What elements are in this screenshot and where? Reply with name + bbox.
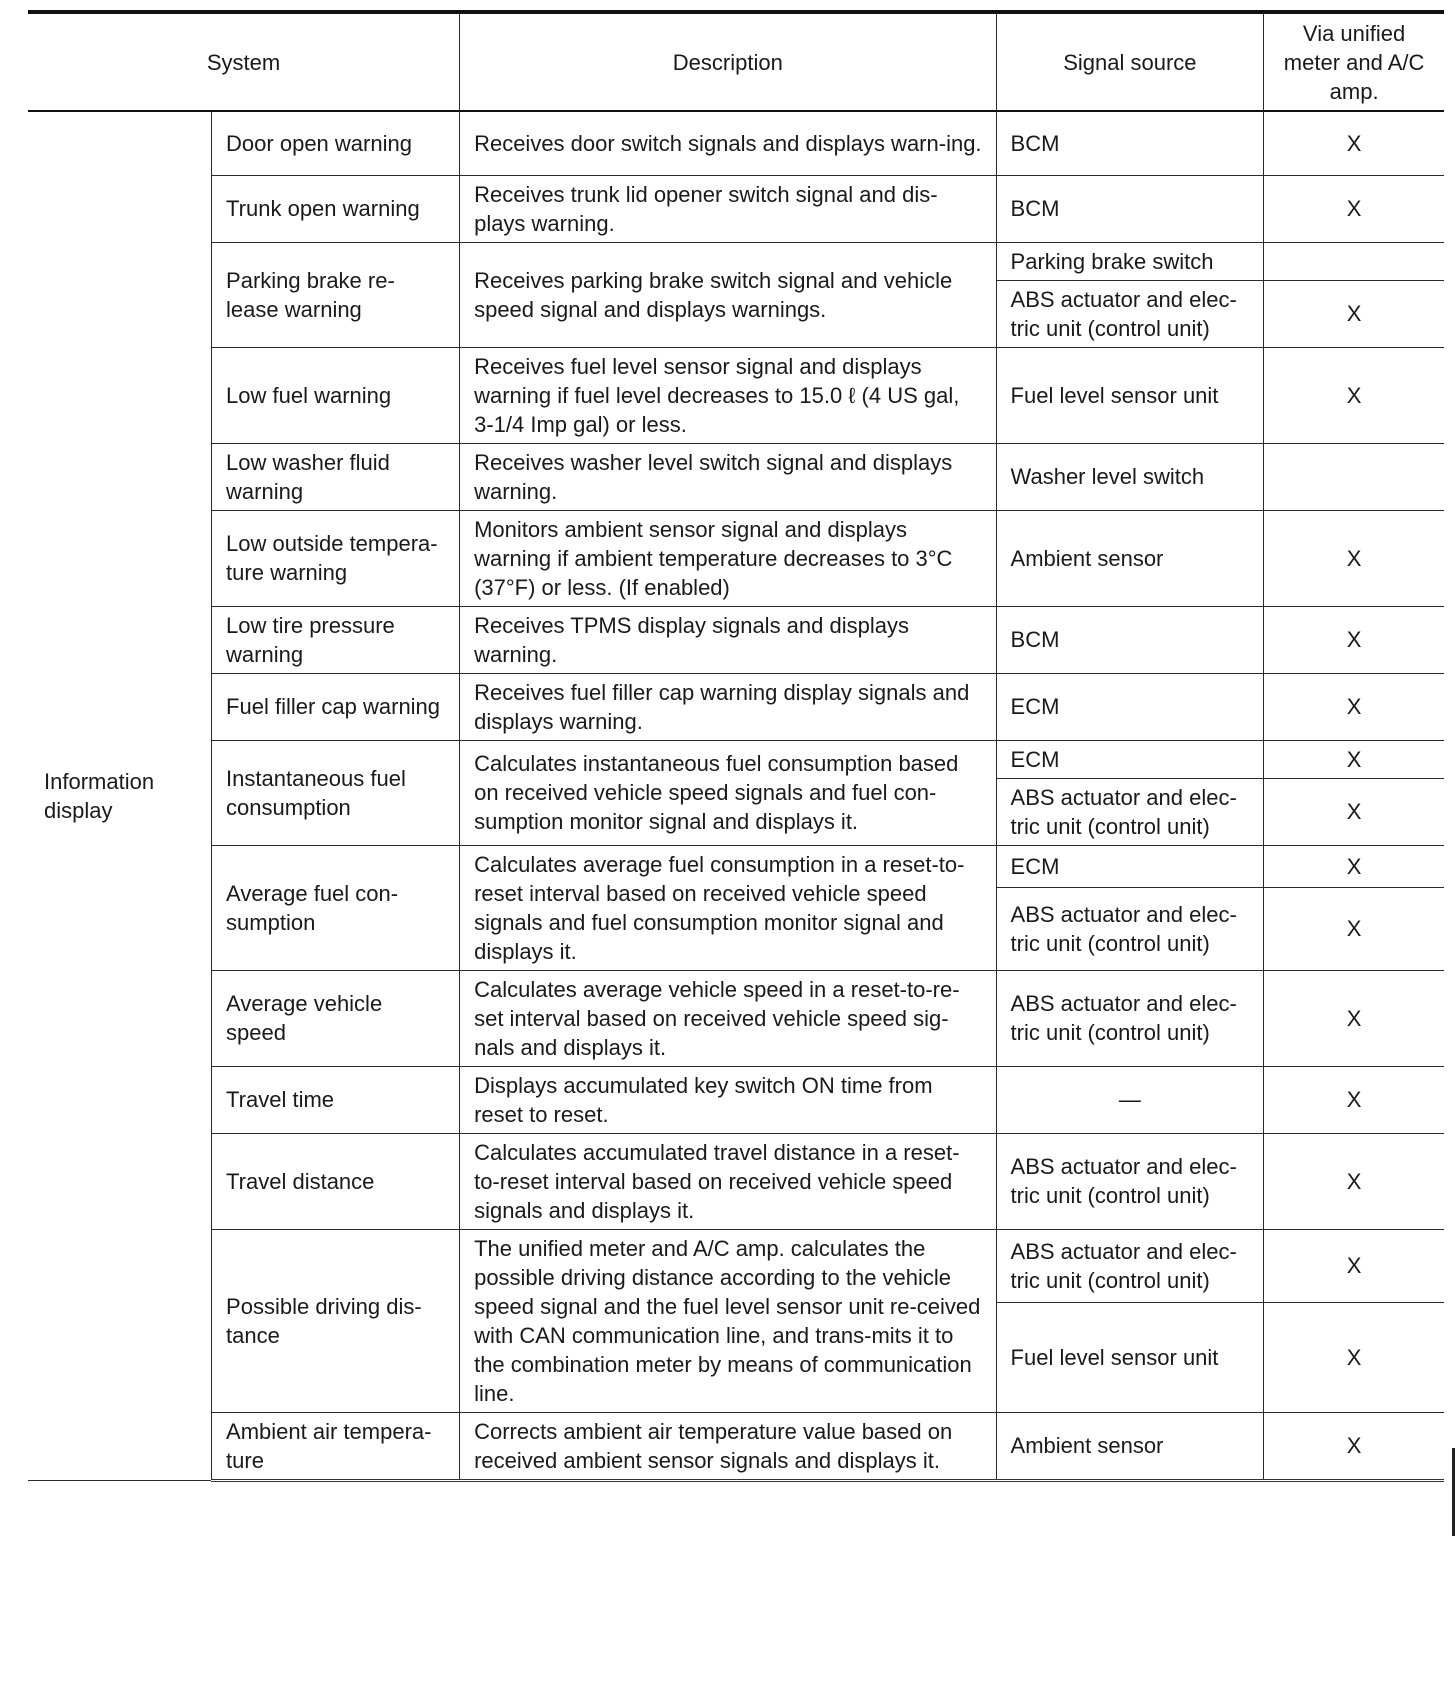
description-cell: Monitors ambient sensor signal and displays warning if ambient temperature decreases to 3°C (37°F) or less. (If enabled) xyxy=(460,510,996,606)
signal-source-cell: ECM xyxy=(996,740,1264,778)
document-page xyxy=(28,10,1444,1482)
table-row xyxy=(28,1412,1444,1480)
via-cell: X xyxy=(1264,673,1444,740)
signal-source-cell: BCM xyxy=(996,606,1264,673)
header-system: System xyxy=(28,12,460,111)
system-cell: Ambient air tempera-ture xyxy=(212,1412,460,1480)
table-row xyxy=(28,111,1444,175)
table-row xyxy=(28,845,1444,887)
signal-source-cell: ABS actuator and elec-tric unit (control unit) xyxy=(996,778,1264,845)
via-cell: X xyxy=(1264,1412,1444,1480)
signal-source-cell: ECM xyxy=(996,845,1264,887)
description-cell: Receives fuel filler cap warning display signals and displays warning. xyxy=(460,673,996,740)
table-row xyxy=(28,606,1444,673)
table-row xyxy=(28,242,1444,280)
via-cell: X xyxy=(1264,1133,1444,1229)
system-cell: Average fuel con-sumption xyxy=(212,845,460,970)
description-cell: Calculates average vehicle speed in a reset-to-re-set interval based on received vehicle speed sig-nals and displays it. xyxy=(460,970,996,1066)
header-signal-source: Signal source xyxy=(996,12,1264,111)
system-cell: Door open warning xyxy=(212,111,460,175)
signal-source-cell: BCM xyxy=(996,111,1264,175)
signal-source-cell: Fuel level sensor unit xyxy=(996,1302,1264,1412)
system-cell: Possible driving dis-tance xyxy=(212,1229,460,1412)
signal-source-cell: ABS actuator and elec-tric unit (control unit) xyxy=(996,887,1264,970)
table-row xyxy=(28,1133,1444,1229)
table-row xyxy=(28,347,1444,443)
signal-source-cell: Washer level switch xyxy=(996,443,1264,510)
signal-source-cell: Ambient sensor xyxy=(996,510,1264,606)
signal-source-cell: Ambient sensor xyxy=(996,1412,1264,1480)
via-cell: X xyxy=(1264,778,1444,845)
via-cell: X xyxy=(1264,740,1444,778)
description-cell: Calculates instantaneous fuel consumption based on received vehicle speed signals and fuel con-sumption monitor signal and displays it. xyxy=(460,740,996,845)
via-cell: X xyxy=(1264,606,1444,673)
via-cell: X xyxy=(1264,1229,1444,1302)
system-cell: Low outside tempera-ture warning xyxy=(212,510,460,606)
description-cell: Corrects ambient air temperature value based on received ambient sensor signals and displays it. xyxy=(460,1412,996,1480)
table-row xyxy=(28,673,1444,740)
via-cell xyxy=(1264,242,1444,280)
via-cell: X xyxy=(1264,175,1444,242)
system-cell: Travel distance xyxy=(212,1133,460,1229)
table-row xyxy=(28,443,1444,510)
via-cell: X xyxy=(1264,1302,1444,1412)
table-row xyxy=(28,1066,1444,1133)
system-cell: Instantaneous fuel consumption xyxy=(212,740,460,845)
information-display-table xyxy=(28,10,1444,1482)
system-cell: Low fuel warning xyxy=(212,347,460,443)
header-row xyxy=(28,12,1444,111)
description-cell: Receives fuel level sensor signal and displays warning if fuel level decreases to 15.0 ℓ (4 US gal, 3-1/4 Imp gal) or less. xyxy=(460,347,996,443)
signal-source-cell: ABS actuator and elec-tric unit (control unit) xyxy=(996,280,1264,347)
system-cell: Travel time xyxy=(212,1066,460,1133)
description-cell: Calculates average fuel consumption in a reset-to-reset interval based on received vehicle speed signals and fuel consumption monitor signal and displays it. xyxy=(460,845,996,970)
signal-source-cell: ABS actuator and elec-tric unit (control unit) xyxy=(996,1229,1264,1302)
via-cell: X xyxy=(1264,887,1444,970)
system-cell: Trunk open warning xyxy=(212,175,460,242)
description-cell: Receives trunk lid opener switch signal and dis-plays warning. xyxy=(460,175,996,242)
via-cell xyxy=(1264,443,1444,510)
description-cell: Calculates accumulated travel distance in a reset-to-reset interval based on received vehicle speed signals and displays it. xyxy=(460,1133,996,1229)
system-cell: Average vehicle speed xyxy=(212,970,460,1066)
via-cell: X xyxy=(1264,845,1444,887)
description-cell: Receives washer level switch signal and displays warning. xyxy=(460,443,996,510)
description-cell: The unified meter and A/C amp. calculates the possible driving distance according to the vehicle speed signal and the fuel level sensor unit re-ceived with CAN communication line, and trans-mits it to the combination meter by means of communication line. xyxy=(460,1229,996,1412)
table-row xyxy=(28,970,1444,1066)
header-via-unified-meter: Via unified meter and A/C amp. xyxy=(1264,12,1444,111)
table-row xyxy=(28,510,1444,606)
signal-source-cell: Parking brake switch xyxy=(996,242,1264,280)
via-cell: X xyxy=(1264,1066,1444,1133)
via-cell: X xyxy=(1264,280,1444,347)
table-row xyxy=(28,175,1444,242)
description-cell: Receives door switch signals and displays warn-ing. xyxy=(460,111,996,175)
table-row xyxy=(28,740,1444,778)
signal-source-cell: — xyxy=(996,1066,1264,1133)
via-cell: X xyxy=(1264,111,1444,175)
signal-source-cell: BCM xyxy=(996,175,1264,242)
description-cell: Receives parking brake switch signal and vehicle speed signal and displays warnings. xyxy=(460,242,996,347)
signal-source-cell: ECM xyxy=(996,673,1264,740)
system-cell: Low washer fluid warning xyxy=(212,443,460,510)
signal-source-cell: ABS actuator and elec-tric unit (control unit) xyxy=(996,970,1264,1066)
signal-source-cell: ABS actuator and elec-tric unit (control unit) xyxy=(996,1133,1264,1229)
signal-source-cell: Fuel level sensor unit xyxy=(996,347,1264,443)
via-cell: X xyxy=(1264,510,1444,606)
system-cell: Low tire pressure warning xyxy=(212,606,460,673)
via-cell: X xyxy=(1264,347,1444,443)
change-bar xyxy=(1452,1448,1455,1536)
via-cell: X xyxy=(1264,970,1444,1066)
description-cell: Displays accumulated key switch ON time from reset to reset. xyxy=(460,1066,996,1133)
header-description: Description xyxy=(460,12,996,111)
system-cell: Parking brake re-lease warning xyxy=(212,242,460,347)
system-cell: Fuel filler cap warning xyxy=(212,673,460,740)
group-label: Information display xyxy=(28,111,212,1480)
table-row xyxy=(28,1229,1444,1302)
description-cell: Receives TPMS display signals and displays warning. xyxy=(460,606,996,673)
